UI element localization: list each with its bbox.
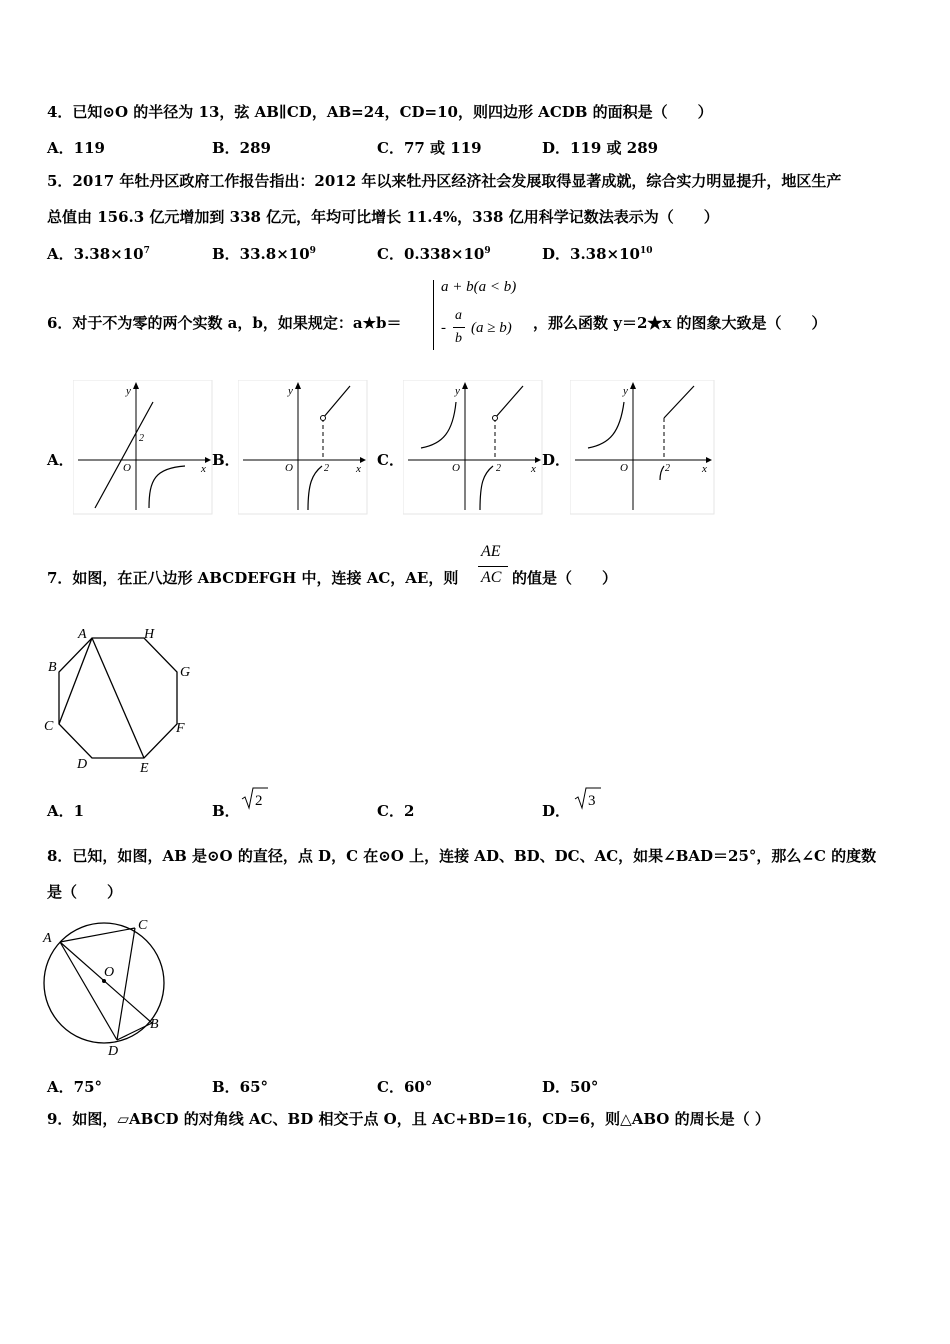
point-a: A [43,931,52,946]
q7-option-b-sqrt [240,785,270,811]
q8-stem-line1: 8．已知，如图，AB 是⊙O 的直径，点 D，C 在⊙O 上，连接 AD、BD、DC、AC，如果∠BAD＝25°，那么∠C 的度数 [47,847,877,865]
left-hyperbola-curve [421,402,456,448]
right-hyperbola-curve [660,466,664,480]
segment-ad [60,942,117,1040]
line-curve [495,386,523,418]
vertex-f: F [176,721,185,736]
origin-label: O [123,462,131,474]
q8-circle-figure [38,915,173,1060]
x-label: x [702,463,707,475]
q6-stem-prefix: 6．对于不为零的两个实数 a，b，如果规定：a★b＝ [47,314,402,332]
x-axis-arrow-icon [205,457,211,463]
q7-option-c: C．2 [377,802,415,820]
line-curve [95,402,153,508]
q7-fraction-numerator: AE [481,543,501,560]
segment-ae [92,638,144,758]
q6-option-a-label: A． [47,451,74,469]
q6-case1: a + b(a < b) [441,279,517,295]
line-curve [664,386,694,418]
segment-ac [60,928,135,942]
q6-graph-d [570,380,715,515]
vertex-a: A [78,627,87,642]
q6-graph-b [238,380,368,515]
q4-option-a: A．119 [47,139,105,157]
q8-option-a: A．75° [47,1078,103,1096]
x-label: x [201,463,206,475]
vertex-c: C [44,719,54,734]
q9-stem: 9．如图，▱ABCD 的对角线 AC、BD 相交于点 O，且 AC+BD=16，CD=6，则△ABO 的周长是（ ） [47,1110,770,1128]
q6-option-b-label: B． [212,451,240,469]
q6-case2-denominator: b [455,331,462,346]
x-axis-arrow-icon [360,457,366,463]
q5-option-a: A．$3.38\times 10^7$ [47,245,150,263]
q7-stem-prefix: 7．如图，在正八边形 ABCDEFGH 中，连接 AC，AE，则 [47,569,459,587]
q4-option-b: B．289 [212,139,271,157]
x-axis-arrow-icon [535,457,541,463]
tick-2-label: 2 [324,463,329,474]
y-axis-arrow-icon [133,382,139,389]
vertex-d: D [77,757,88,772]
y-label: y [288,385,293,397]
radicand: 2 [255,793,263,809]
q6-option-c-label: C． [377,451,404,469]
q7-stem-suffix: 的值是（ ） [512,569,618,587]
radicand: 3 [588,793,596,809]
open-point-icon [493,416,498,421]
q5-option-d: D．$3.38\times 10^{10}$ [542,245,653,263]
tick-2-label: 2 [139,433,144,444]
hyperbola-curve [149,466,185,508]
segment-bd [117,1023,152,1040]
q6-option-d-label: D． [542,451,571,469]
tick-2-label: 2 [496,463,501,474]
vertex-e: E [140,761,149,776]
vertex-b: B [48,660,57,675]
q7-fraction-bar [478,566,508,567]
q7-option-a: A．1 [47,802,85,820]
line-curve [323,386,350,418]
q5-option-b: B．$33.8\times 10^9$ [212,245,316,263]
right-hyperbola-curve [480,466,493,510]
point-b: B [150,1017,159,1032]
q6-fraction-bar [453,327,465,328]
x-axis-arrow-icon [706,457,712,463]
q5-stem-line2: 总值由 156.3 亿元增加到 338 亿元，年均可比增长 11.4%，338 亿用科学记数法表示为（ ） [47,208,719,226]
q6-graph-a [73,380,213,515]
x-label: x [531,463,536,475]
q6-case2-condition: (a ≥ b) [471,320,512,336]
point-c: C [138,918,148,933]
q5-option-c: C．$0.338\times 10^9$ [377,245,491,263]
origin-label: O [285,462,293,474]
q8-option-b: B．65° [212,1078,269,1096]
point-d: D [108,1044,119,1059]
origin-label: O [620,462,628,474]
q6-piecewise-brace [433,280,434,350]
point-o: O [104,965,115,980]
tick-2-label: 2 [665,463,670,474]
y-label: y [623,385,628,397]
x-label: x [356,463,361,475]
y-label: y [126,385,131,397]
q6-stem-suffix: ，那么函数 y＝2★x 的图象大致是（ ） [533,314,827,332]
open-point-icon [321,416,326,421]
origin-label: O [452,462,460,474]
hyperbola-curve [308,466,322,510]
segment-ab [60,942,152,1023]
q4-stem: 4．已知⊙O 的半径为 13，弦 AB∥CD，AB=24，CD=10，则四边形 ACDB 的面积是（ ） [47,103,713,121]
q4-option-d: D．119 或 289 [542,139,659,157]
y-axis-arrow-icon [295,382,301,389]
segment-ac [59,638,92,724]
q6-graph-c [403,380,543,515]
left-hyperbola-curve [588,402,624,448]
vertex-h: H [144,627,155,642]
q7-option-d: D． [542,802,571,820]
segment-dc [117,928,135,1040]
y-axis-arrow-icon [630,382,636,389]
q7-option-d-sqrt [573,785,603,811]
q8-option-d: D．50° [542,1078,599,1096]
q7-octagon-figure [40,622,200,777]
y-label: y [455,385,460,397]
y-axis-arrow-icon [462,382,468,389]
q6-case2-sign: - [441,320,446,336]
q4-option-c: C．77 或 119 [377,139,482,157]
q8-stem-line2: 是（ ） [47,883,123,901]
vertex-g: G [180,665,191,680]
q5-stem-line1: 5．2017 年牡丹区政府工作报告指出：2012 年以来牡丹区经济社会发展取得显著成就，综合实力明显提升，地区生产 [47,172,842,190]
q6-case2-numerator: a [455,308,462,323]
q7-fraction-denominator: AC [481,569,502,586]
q7-option-b: B． [212,802,240,820]
q8-option-c: C．60° [377,1078,433,1096]
